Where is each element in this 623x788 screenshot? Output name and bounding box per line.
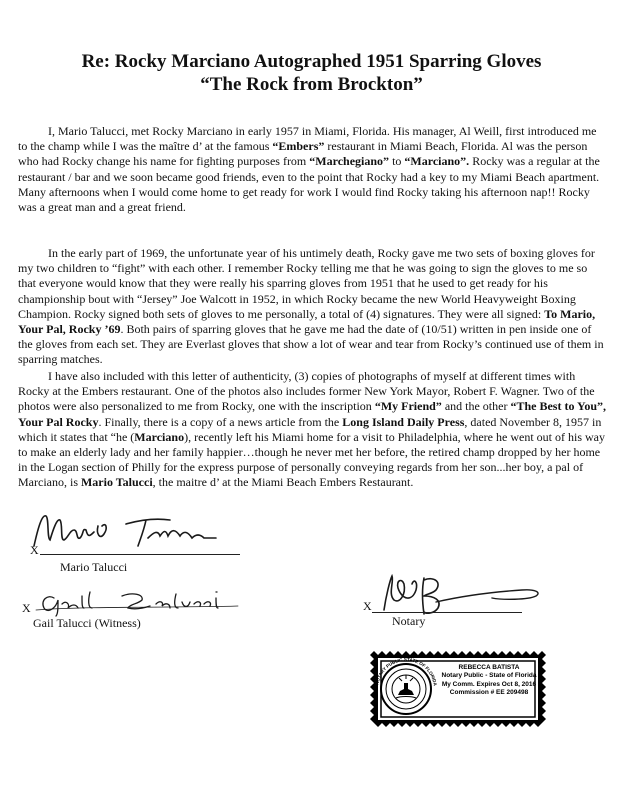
stamp-commission-expiry: My Comm. Expires Oct 8, 2016 (441, 680, 537, 688)
paragraph-gloves: In the early part of 1969, the unfortunate year of his untimely death, Rocky gave me two sets of boxing gloves for my two children to “fight” with each other. I remember Rocky telling me that he was going to sign the gloves to me so that everyone would know that they were really his sparring gloves from 1951 that he used to get ready for his championship bout with “Jersey” Joe Walcott in 1952, in which Rocky became the new World Heavyweight Boxing Champion. Rocky signed both sets of gloves to me personally, a total of (4) signatures. They were all signed: To Mario, Your Pal, Rocky ’69. Both pairs of sparring gloves that he gave me had the date of (10/51) written in pen inside one of the gloves from each set. They are Everlast gloves that show a lot of wear and tear from Rocky’s continued use of them in sparring matches. (18, 246, 604, 367)
notary-signature-x: X (363, 599, 372, 613)
mario-handwritten-signature (30, 508, 240, 556)
mario-signature-label: Mario Talucci (60, 560, 128, 574)
notary-signature-line (372, 612, 522, 613)
letter-title-line-2: “The Rock from Brockton” (200, 74, 423, 95)
gail-signature-x: X (22, 601, 31, 615)
gail-signature-label: Gail Talucci (Witness) (33, 616, 141, 630)
paragraph-photographs: I have also included with this letter of authenticity, (3) copies of photographs of myself at different times with Rocky at the Embers restaurant. One of the photos also includes former New York Mayor, Robert F. Wagner. Two of the photos were also personalized to me from Rocky, one with the inscription “My Friend” and the other “The Best to You”, Your Pal Rocky. Finally, there is a copy of a news article from the Long Island Daily Press, dated November 8, 1957 in which it states that “he (Marciano), recently left his Miami home for a visit to Philadelphia, where he went out of his way to make an elderly lady and her family happier…though he never met her before, the retired champ dropped by her home in the Logan section of Philly for the express purpose of personally conveying regards from her son...her boy, a pal of Marciano, is Mario Talucci, the maitre d’ at the Miami Beach Embers Restaurant. (18, 369, 607, 490)
seal-ring-text: NOTARY PUBLIC STATE OF FLORIDA (374, 656, 438, 687)
paragraph-introduction: I, Mario Talucci, met Rocky Marciano in early 1957 in Miami, Florida. His manager, Al Weill, first introduced me to the champ while I was the maître d’ at the famous “Embers” restaurant in Miami Beach, Florida. Al was the person who had Rocky change his name for fighting purposes from “Marchegiano” to “Marciano”. Rocky was a regular at the restaurant / bar and we soon became good friends, even to the point that Rocky had a key to my Miami Beach apartment. Many afternoons when I would come home to get ready for work I would find Rocky taking his afternoon nap!! Rocky was a great man and a great friend. (18, 124, 600, 215)
notary-signature-label: Notary (392, 614, 426, 628)
stamp-notary-title: Notary Public - State of Florida (441, 672, 537, 680)
mario-signature-line (40, 554, 240, 555)
stamp-commission-number: Commission # EE 209498 (449, 688, 529, 696)
stamp-notary-name: REBECCA BATISTA (458, 664, 520, 671)
notary-stamp-text (434, 664, 544, 697)
letter-title-line-1: Re: Rocky Marciano Autographed 1951 Sparring Gloves (81, 51, 542, 72)
svg-text:· · ·: · · · (403, 701, 409, 705)
gail-handwritten-signature (32, 586, 242, 618)
mario-signature-x: X (30, 543, 39, 557)
